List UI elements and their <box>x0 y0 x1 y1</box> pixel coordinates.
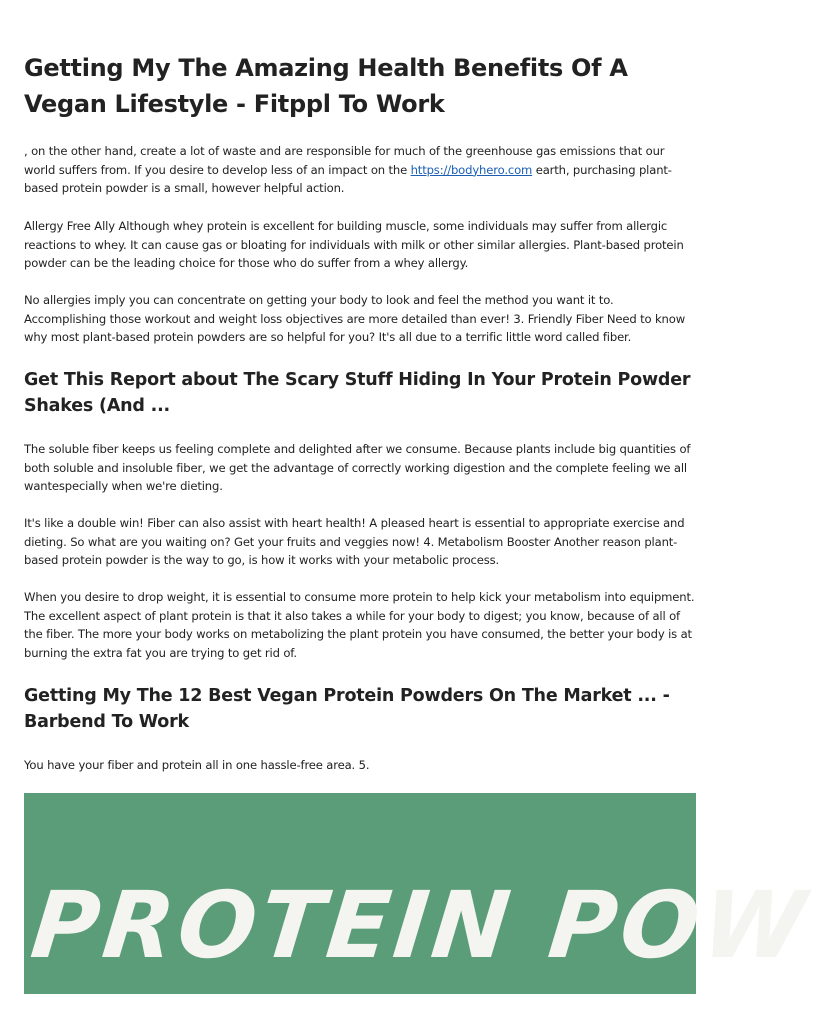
paragraph-5: It's like a double win! Fiber can also assist with heart health! A pleased heart is essential to appropriate exercise and dieting. So what are you waiting on? Get your fruits and veggies now! 4. Metabolism Booster Another reason plant-based protein powder is the way to go, is how it works with your metabolic process. <box>24 516 685 567</box>
paragraph-1 <box>24 142 696 198</box>
paragraph-3: No allergies imply you can concentrate on getting your body to look and feel the method you want it to. Accomplishing those workout and weight loss objectives are more detailed than ever! 3. Friendly Fiber Need to know why most plant-based protein powders are so helpful for you? It's all due to a terrific little word called fiber. <box>24 293 686 344</box>
paragraph-1-text-end: earth, purchasing plant-based protein powder is a small, however helpful action. <box>24 162 672 195</box>
paragraph-4: The soluble fiber keeps us feeling complete and delighted after we consume. Because plants include big quantities of both soluble and insoluble fiber, we get the advantage of correctly working digestion and the complete feeling we all wantespecially when we're dieting. <box>24 442 691 493</box>
page-title: Getting My The Amazing Health Benefits Of A Vegan Lifestyle - Fitppl To Work <box>24 54 628 118</box>
section-heading-2: Getting My The 12 Best Vegan Protein Powders On The Market ... - Barbend To Work <box>24 686 670 732</box>
bodyhero-link[interactable]: https://bodyhero.com <box>410 162 533 177</box>
paragraph-2: Allergy Free Ally Although whey protein is excellent for building muscle, some individuals may suffer from allergic reactions to whey. It can cause gas or bloating for individuals with milk or other similar allergies. Plant-based protein powder can be the leading choice for those who do suffer from a whey allergy. <box>24 219 684 270</box>
section-heading-1: Get This Report about The Scary Stuff Hiding In Your Protein Powder Shakes (And ... <box>24 370 691 416</box>
paragraph-7: You have your fiber and protein all in one hassle-free area. 5. <box>24 758 370 772</box>
image-caption-text: PROTEIN POW <box>26 872 814 979</box>
paragraph-1-text-start: , on the other hand, create a lot of waste and are responsible for much of the greenhouse gas emissions that our world suffers from. If you desire to develop less of an impact on the <box>24 144 665 177</box>
protein-powder-image <box>24 793 814 994</box>
paragraph-6: When you desire to drop weight, it is essential to consume more protein to help kick your metabolism into equipment. The excellent aspect of plant protein is that it also takes a while for your body to digest; you know, because of all of the fiber. The more your body works on metabolizing the plant protein you have consumed, the better your body is at burning the extra fat you are trying to get rid of. <box>24 590 695 660</box>
